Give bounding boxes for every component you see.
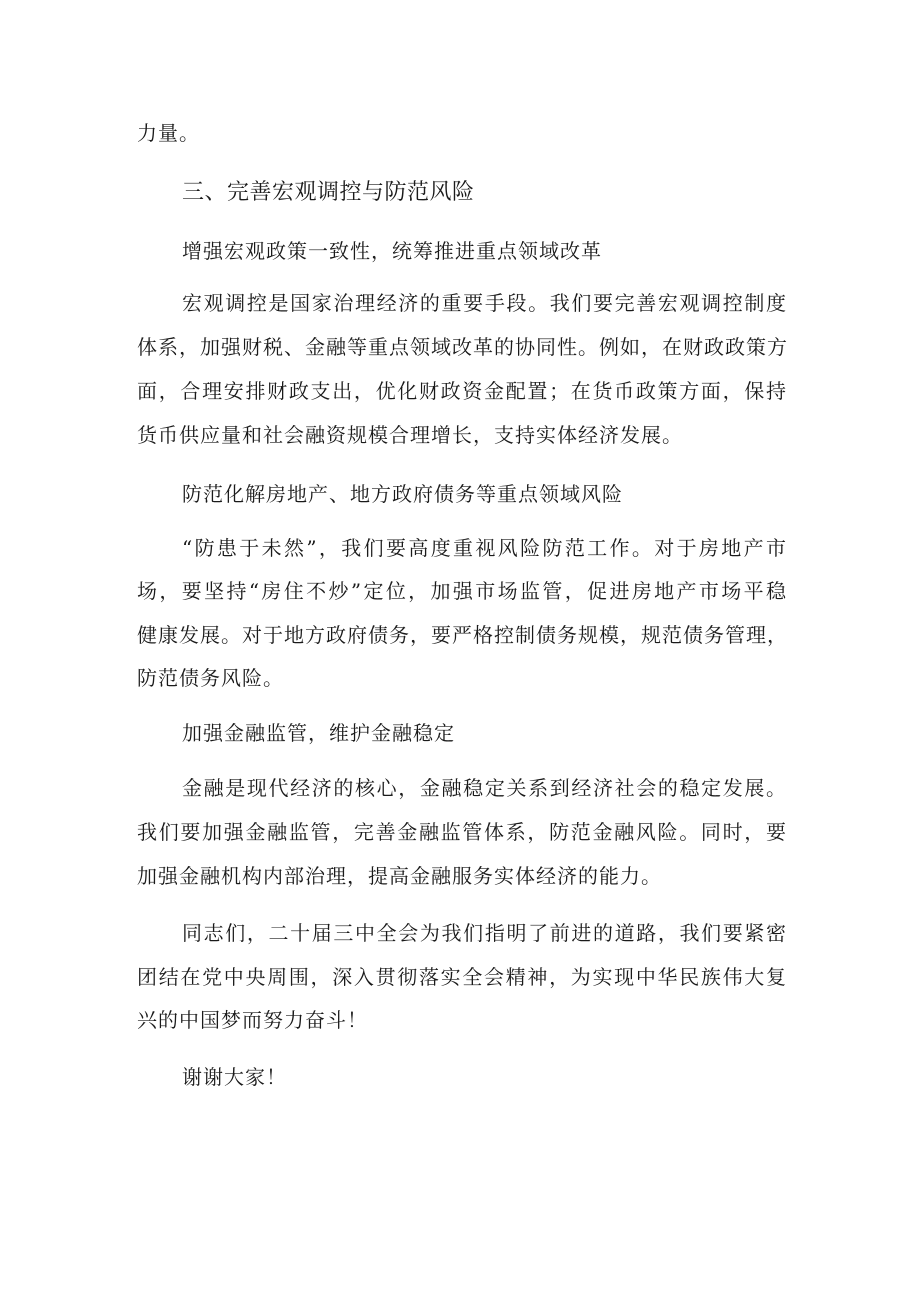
paragraph-line: 体系，加强财税、金融等重点领域改革的协同性。例如，在财政政策方	[137, 335, 788, 359]
closing-line: 同志们，二十届三中全会为我们指明了前进的道路，我们要紧密	[182, 921, 787, 945]
subsection-title-1: 增强宏观政策一致性，统筹推进重点领域改革	[182, 239, 602, 263]
closing-line: 兴的中国梦而努力奋斗！	[137, 1008, 368, 1032]
paragraph-line: 宏观调控是国家治理经济的重要手段。我们要完善宏观调控制度	[182, 291, 787, 315]
thanks-text: 谢谢大家！	[182, 1065, 287, 1089]
paragraph-line: 防范债务风险。	[137, 666, 284, 690]
paragraph-line: 我们要加强金融监管，完善金融监管体系，防范金融风险。同时，要	[137, 820, 787, 844]
paragraph-line: 货币供应量和社会融资规模合理增长，支持实体经济发展。	[137, 423, 683, 447]
paragraph-line: 健康发展。对于地方政府债务，要严格控制债务规模，规范债务管理，	[137, 623, 788, 647]
paragraph-line: 面，合理安排财政支出，优化财政资金配置；在货币政策方面，保持	[137, 379, 787, 403]
paragraph-line: 金融是现代经济的核心，金融稳定关系到经济社会的稳定发展。	[182, 776, 787, 800]
paragraph-line: “防患于未然”，我们要高度重视风险防范工作。对于房地产市	[182, 536, 787, 560]
paragraph-line: 加强金融机构内部治理，提高金融服务实体经济的能力。	[137, 864, 662, 888]
carryover-text: 力量。	[137, 121, 200, 145]
closing-line: 团结在党中央周围，深入贯彻落实全会精神，为实现中华民族伟大复	[137, 965, 787, 989]
subsection-title-2: 防范化解房地产、地方政府债务等重点领域风险	[182, 482, 623, 506]
subsection-title-3: 加强金融监管，维护金融稳定	[182, 721, 455, 745]
paragraph-line: 场，要坚持“房住不炒”定位，加强市场监管，促进房地产市场平稳	[137, 579, 787, 603]
section-heading: 三、完善宏观调控与防范风险	[182, 180, 475, 205]
